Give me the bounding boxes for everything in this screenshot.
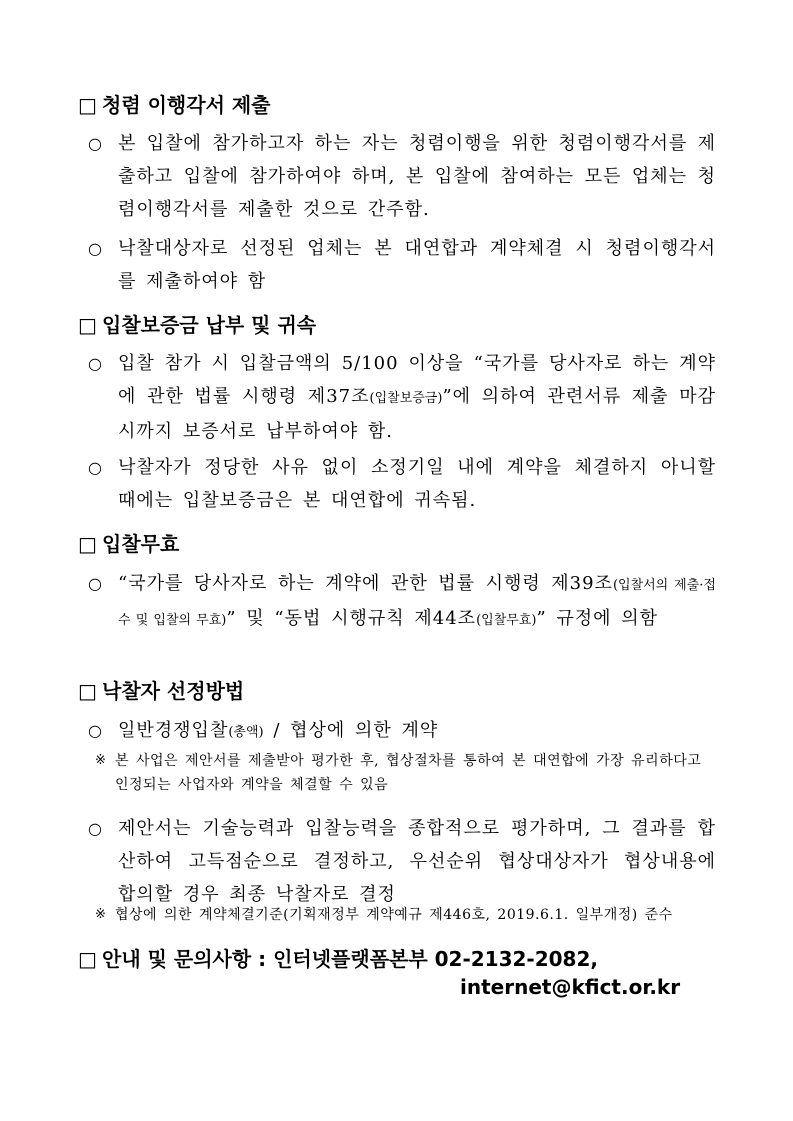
list-item xyxy=(88,347,716,448)
reference-mark-icon: ※ xyxy=(95,907,106,922)
checkbox-square-icon: □ xyxy=(78,679,97,703)
note-item xyxy=(95,903,719,927)
section-title: 입찰무효 xyxy=(102,532,180,556)
section-heading-winner-selection xyxy=(78,677,244,705)
section-title: 낙찰자 선정방법 xyxy=(102,679,245,703)
item-text: 낙찰대상자로 선정된 업체는 본 대연합과 계약체결 시 청렴이행각서를 제출하여야 함 xyxy=(118,238,716,292)
list-item xyxy=(88,714,716,749)
checkbox-square-icon: □ xyxy=(78,947,97,971)
section-heading-bid-invalid xyxy=(78,530,179,558)
list-item xyxy=(88,127,716,226)
circle-bullet-icon: ○ xyxy=(88,354,102,373)
item-text: 입찰 참가 시 입찰금액의 5/100 이상을 “국가를 당사자로 하는 계약에 관한 법률 시행령 제37조(입찰보증금)”에 의하여 관련서류 제출 마감 시까지 보증서로 납부하여야 함. xyxy=(118,353,717,442)
circle-bullet-icon: ○ xyxy=(88,239,102,258)
circle-bullet-icon: ○ xyxy=(88,819,102,838)
list-item xyxy=(88,232,716,298)
checkbox-square-icon: □ xyxy=(78,93,97,117)
section-title: 청렴 이행각서 제출 xyxy=(102,93,271,117)
list-item xyxy=(88,812,716,911)
section-heading-bid-bond xyxy=(78,311,316,339)
checkbox-square-icon: □ xyxy=(78,532,97,556)
section-heading-integrity-pledge xyxy=(78,91,271,119)
note-text: 협상에 의한 계약체결기준(기획재정부 계약예규 제446호, 2019.6.1. 일부개정) 준수 xyxy=(115,907,673,923)
circle-bullet-icon: ○ xyxy=(88,721,102,740)
item-text: 일반경쟁입찰(총액) / 협상에 의한 계약 xyxy=(118,720,439,741)
item-text: 낙찰자가 정당한 사유 없이 소정기일 내에 계약을 체결하지 아니할 때에는 입찰보증금은 본 대연합에 귀속됨. xyxy=(118,457,716,511)
reference-mark-icon: ※ xyxy=(95,753,106,768)
section-heading-contact xyxy=(78,945,598,973)
list-item xyxy=(88,567,716,637)
item-text: “국가를 당사자로 하는 계약에 관한 법률 시행령 제39조(입찰서의 제출·접수 및 입찰의 무효)” 및 “동법 시행규칙 제44조(입찰무효)” 규정에 의함 xyxy=(118,573,716,629)
section-title: 안내 및 문의사항 : 인터넷플랫폼본부 02-2132-2082, xyxy=(102,947,598,971)
contact-email[interactable]: internet@kfict.or.kr xyxy=(460,975,681,999)
item-text: 본 입찰에 참가하고자 하는 자는 청렴이행을 위한 청렴이행각서를 제출하고 입찰에 참가하여야 하며, 본 입찰에 참여하는 모든 업체는 청렴이행각서를 제출한 것으로 간주함. xyxy=(118,133,716,220)
section-title: 입찰보증금 납부 및 귀속 xyxy=(102,313,317,337)
circle-bullet-icon: ○ xyxy=(88,574,102,593)
note-item xyxy=(95,749,719,797)
list-item xyxy=(88,451,716,517)
circle-bullet-icon: ○ xyxy=(88,134,102,153)
circle-bullet-icon: ○ xyxy=(88,458,102,477)
note-text: 본 사업은 제안서를 제출받아 평가한 후, 협상절차를 통하여 본 대연합에 가장 유리하다고 인정되는 사업자와 계약을 체결할 수 있음 xyxy=(115,753,702,793)
checkbox-square-icon: □ xyxy=(78,313,97,337)
item-text: 제안서는 기술능력과 입찰능력을 종합적으로 평가하며, 그 결과를 합산하여 고득점순으로 결정하고, 우선순위 협상대상자가 협상내용에 합의할 경우 최종 낙찰자로 결정 xyxy=(118,818,716,905)
